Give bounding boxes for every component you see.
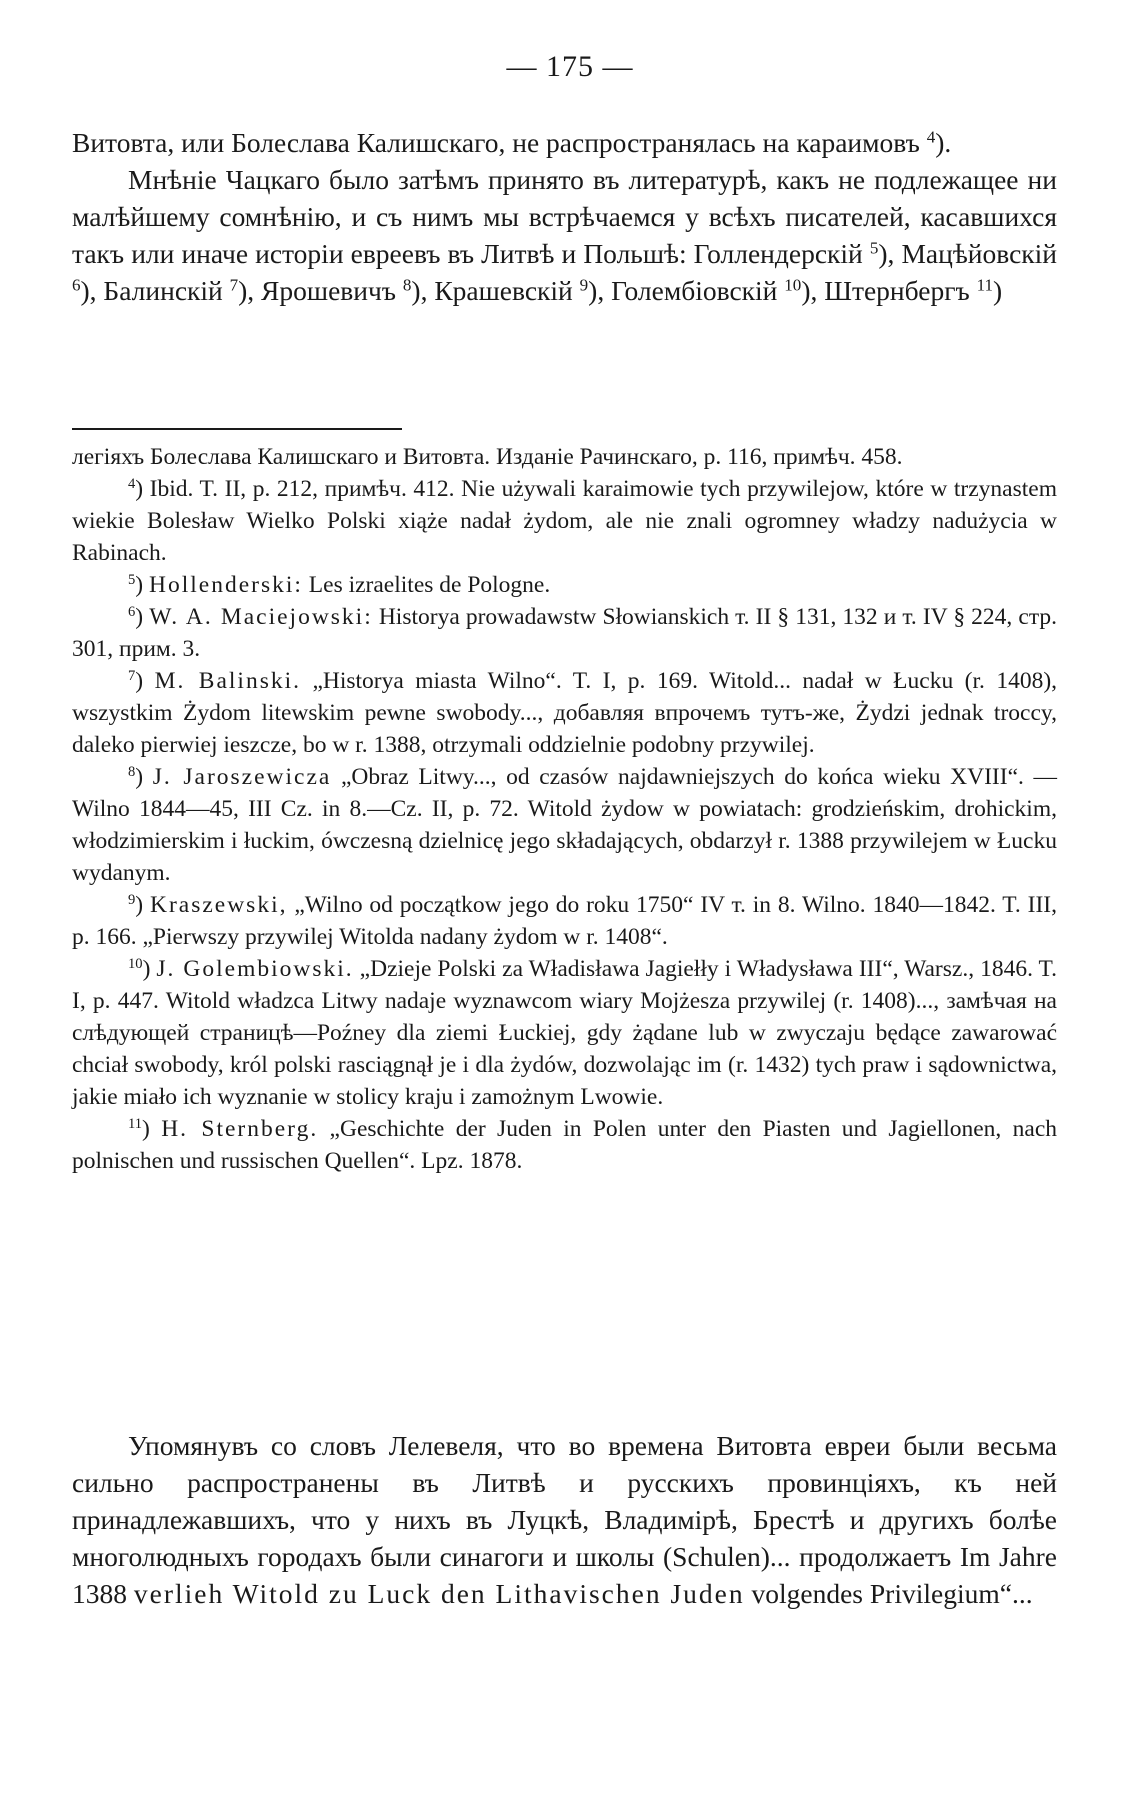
footnote-text: „Dzieje Polski za Władisława Jagiełły i Władysława III“, Warsz., 1846. T. I, p. 447. Witold władzca Litwy nadaje wyznawcom wiary Mojżesza przywilej (r. 1408)..., замѣчая на слѣдующей страницѣ—Poźney dla ziemi Łuckiej, gdy żądane lub w zwyczaju będące zawarować chciał swobody, król polski rasciągnął je i dla żydów, dozwolając im (r. 1432) tych praw i sądownictwa, jakie miało ich wyznanie w stolicy kraju i zamożnym Lwowie. xyxy=(72,956,1058,1110)
footnote-number: 5 xyxy=(128,572,136,588)
footnote-number: 11 xyxy=(128,1116,143,1132)
footnote-text: „Obraz Litwy..., od czasów najdawniejszych do końca wieku XVIII“. — Wilno 1844—45, III Cz. in 8.—Cz. II, p. 72. Witold żydow w powiatach: grodzieńskim, drohickim, włodzimierskim i łuckim, ówczesną dzielnicę jego składających, obdarzył r. 1388 przywilejem w Łucku wydanym. xyxy=(72,764,1057,886)
paragraph-2-text: ), Голембіовскій xyxy=(588,275,785,306)
footnote-ref: 9 xyxy=(579,275,589,295)
paragraph-2-text: ), Ярошевичъ xyxy=(238,275,403,306)
footnote-paren: ) xyxy=(142,1116,162,1142)
paragraph-2-text: Мнѣніе Чацкаго было затѣмъ принято въ литературѣ, какъ не подлежащее ни малѣйшему сомнѣнію, и съ нимъ мы встрѣчаемся у всѣхъ писателей, касавшихся такъ или иначе исторіи евреевъ въ Литвѣ и Польшѣ: Голлендерскій xyxy=(72,164,1057,269)
footnote-7 xyxy=(72,665,1057,761)
main-text-bottom xyxy=(72,1427,1057,1612)
footnote-5 xyxy=(72,569,1057,601)
paragraph-3 xyxy=(72,1427,1057,1612)
footnote-10 xyxy=(72,953,1057,1113)
paragraph-1 xyxy=(72,124,1057,161)
footnote-ref: 8 xyxy=(402,275,412,295)
footnote-text: „Geschichte der Juden in Polen unter den Piasten und Jagiellonen, nach polnischen und russischen Quellen“. Lpz. 1878. xyxy=(72,1116,1057,1174)
footnote-ref: 6 xyxy=(72,275,81,295)
paragraph-2-text: ) xyxy=(993,275,1003,306)
footnote-ref: 4 xyxy=(926,127,936,147)
footnote-paren: ) xyxy=(135,572,149,598)
footnote-paren: ) xyxy=(135,668,155,694)
footnote-text: „Historya miasta Wilno“. T. I, p. 169. Witold... nadał w Łucku (r. 1408), wszystkim Żydom litewskim pewne swobody..., добавляя впрочемъ тутъ-же, Żydzi jednak troccy, daleko pierwiej ieszcze, bo w r. 1388, otrzymali oddzielnie podobny przywilej. xyxy=(72,668,1058,758)
footnote-ref: 7 xyxy=(229,275,239,295)
footnote-divider xyxy=(72,428,402,430)
footnote-number: 4 xyxy=(128,476,136,492)
paragraph-3-text: Упомянувъ со словъ Лелевеля, что во времена Витовта евреи были весьма сильно распространены въ Литвѣ и русскихъ провинціяхъ, къ ней принадлежавшихъ, что у нихъ въ Луцкѣ, Владимірѣ, Брестѣ и другихъ болѣе многолюдныхъ городахъ были синагоги и школы (Schulen)... продолжаетъ Im Jahre 1388 xyxy=(72,1430,1057,1609)
footnote-ref: 10 xyxy=(784,275,802,295)
paragraph-2-text: ), Штернбергъ xyxy=(801,275,977,306)
paragraph-3-text: volgendes Privilegium“... xyxy=(744,1578,1033,1609)
paragraph-3-spaced-text: verlieh Witold zu Luck den Lithavischen Juden xyxy=(133,1578,745,1609)
footnote-author: W. A. Maciejowski: xyxy=(149,604,373,630)
footnote-number: 7 xyxy=(128,668,136,684)
footnote-paren: ) xyxy=(135,892,150,918)
footnote-author: M. Balinski. xyxy=(154,668,301,694)
footnote-9 xyxy=(72,889,1057,953)
footnote-4 xyxy=(72,473,1057,569)
paragraph-2-text: ), Балинскій xyxy=(80,275,230,306)
footnote-paren: ) xyxy=(135,604,150,630)
paragraph-1-text: Витовта, или Болеслава Калишскаго, не распространялась на караимовъ xyxy=(72,127,927,158)
page-number: — 175 — xyxy=(506,50,634,83)
paragraph-2-text: ), Мацѣйовскій xyxy=(878,238,1057,269)
footnote-8 xyxy=(72,761,1057,889)
footnote-number: 6 xyxy=(128,604,136,620)
main-text-top xyxy=(72,124,1057,309)
footnote-text: „Wilno od początkow jego do roku 1750“ IV т. in 8. Wilno. 1840—1842. T. III, p. 166. „Pierwszy przywilej Witolda nadany żydom w r. 1408“. xyxy=(72,892,1057,950)
footnote-number: 10 xyxy=(128,956,143,972)
footnote-6 xyxy=(72,601,1057,665)
footnote-number: 9 xyxy=(128,892,136,908)
footnote-text: Historya prowadawstw Słowianskich т. II § 131, 132 и т. IV § 224, стр. 301, прим. 3. xyxy=(72,604,1058,662)
paragraph-1-end: ). xyxy=(935,127,952,158)
footnote-text: ) Ibid. T. II, р. 212, примѣч. 412. Nie używali karaimowie tych przywilejow, które w trzynastem wiekie Bolesław Wielko Polski xiąże nadał żydom, ale nie znali ogromney władzy nadużycia w Rabinach. xyxy=(72,476,1057,566)
footnote-author: H. Sternberg. xyxy=(161,1116,319,1142)
paragraph-2-text: ), Крашевскій xyxy=(411,275,580,306)
footnote-continuation: легіяхъ Болеслава Калишскаго и Витовта. Изданіе Рачинскаго, р. 116, примѣч. 458. xyxy=(72,444,903,470)
footnote-number: 8 xyxy=(128,764,136,780)
footnote-text: Les izraelites de Pologne. xyxy=(302,572,551,598)
footnote-ref: 11 xyxy=(976,275,994,295)
paragraph-2 xyxy=(72,161,1057,309)
footnote-author: J. Jaroszewicza xyxy=(152,764,332,790)
footnote-paren: ) xyxy=(135,764,153,790)
footnote-author: Kraszewski, xyxy=(149,892,288,918)
footnote-author: J. Golembiowski. xyxy=(156,956,354,982)
footnote-paren: ) xyxy=(142,956,157,982)
footnote-11 xyxy=(72,1113,1057,1177)
footnote-author: Hollenderski: xyxy=(148,572,303,598)
footnote-ref: 5 xyxy=(869,238,879,258)
footnotes xyxy=(72,441,1057,1177)
